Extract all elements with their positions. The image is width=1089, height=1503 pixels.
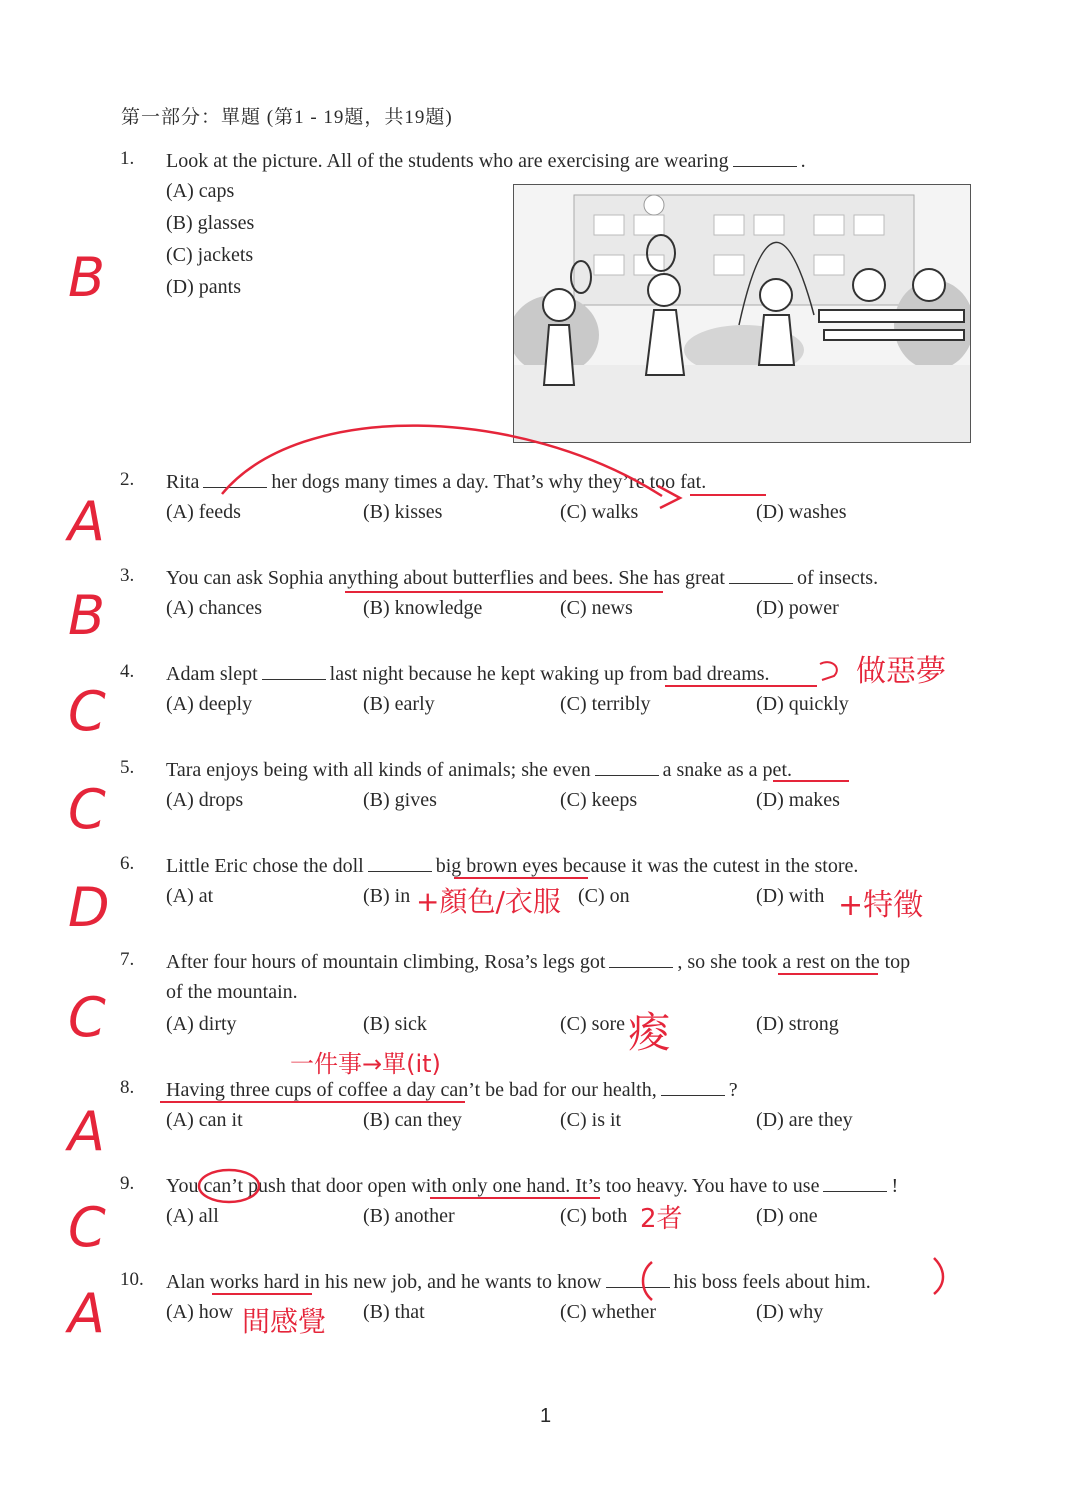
option-c[interactable]: (C) on bbox=[578, 885, 630, 907]
option-c[interactable]: (C) walks bbox=[560, 501, 639, 523]
marker-underline bbox=[773, 780, 849, 782]
question-stem: After four hours of mountain climbing, Rosa’s legs got , so she took a rest on the top bbox=[166, 951, 911, 973]
option-b[interactable]: (B) can they bbox=[363, 1109, 462, 1131]
question-stem: Look at the picture. All of the students who are exercising are wearing . bbox=[166, 150, 806, 172]
marker-underline bbox=[160, 1101, 465, 1103]
option-d[interactable]: (D) are they bbox=[756, 1109, 853, 1131]
handwritten-answer-3: B bbox=[68, 584, 106, 647]
option-c[interactable]: (C) both bbox=[560, 1205, 628, 1227]
handwritten-note-color-clothes: +顏色/衣服 bbox=[416, 885, 561, 918]
handwritten-answer-10: A bbox=[68, 1282, 105, 1345]
answer-blank bbox=[729, 565, 793, 584]
option-a[interactable]: (A) can it bbox=[166, 1109, 243, 1131]
option-d[interactable]: (D) pants bbox=[166, 276, 241, 298]
option-c[interactable]: (C) jackets bbox=[166, 244, 254, 266]
question-stem: You can ask Sophia anything about butterflies and bees. She has great of insects. bbox=[166, 567, 879, 589]
option-b[interactable]: (B) glasses bbox=[166, 212, 255, 234]
handwritten-note-nightmare: 做惡夢 bbox=[856, 654, 946, 689]
marker-underline bbox=[665, 685, 817, 687]
option-a[interactable]: (A) deeply bbox=[166, 693, 253, 715]
handwritten-note-how: 間感覺 bbox=[242, 1305, 327, 1338]
marker-underline bbox=[345, 591, 663, 593]
answer-blank bbox=[595, 757, 659, 776]
option-c[interactable]: (C) is it bbox=[560, 1109, 622, 1131]
option-b[interactable]: (B) sick bbox=[363, 1013, 427, 1035]
option-d[interactable]: (D) quickly bbox=[756, 693, 849, 715]
answer-blank bbox=[823, 1173, 887, 1192]
option-a[interactable]: (A) all bbox=[166, 1205, 219, 1227]
answer-blank bbox=[606, 1269, 670, 1288]
option-b[interactable]: (B) gives bbox=[363, 789, 437, 811]
handwritten-answer-8: A bbox=[68, 1100, 105, 1163]
handwritten-note-singular: 一件事→單(it) bbox=[290, 1050, 441, 1078]
question-number: 2. bbox=[120, 469, 135, 490]
question-stem: Little Eric chose the doll big brown eyes because it was the cutest in the store. bbox=[166, 855, 859, 877]
question-stem: Adam slept last night because he kept waking up from bad dreams. bbox=[166, 663, 770, 685]
marker-underline bbox=[690, 494, 766, 496]
question-number: 3. bbox=[120, 565, 135, 586]
option-c[interactable]: (C) news bbox=[560, 597, 633, 619]
answer-blank bbox=[262, 661, 326, 680]
question-number: 7. bbox=[120, 949, 135, 970]
option-d[interactable]: (D) strong bbox=[756, 1013, 839, 1035]
option-b[interactable]: (B) kisses bbox=[363, 501, 443, 523]
option-a[interactable]: (A) drops bbox=[166, 789, 244, 811]
handwritten-answer-5: C bbox=[68, 778, 106, 841]
handwritten-note-two: 2者 bbox=[640, 1204, 683, 1234]
handwritten-note-feature: +特徵 bbox=[838, 888, 924, 923]
school-yard-illustration bbox=[514, 185, 970, 442]
option-d[interactable]: (D) with bbox=[756, 885, 825, 907]
option-c[interactable]: (C) terribly bbox=[560, 693, 651, 715]
option-b[interactable]: (B) knowledge bbox=[363, 597, 483, 619]
option-c[interactable]: (C) keeps bbox=[560, 789, 638, 811]
handwritten-note-sore: 痠 bbox=[628, 1008, 671, 1057]
handwritten-answer-6: D bbox=[68, 876, 110, 939]
marker-underline bbox=[430, 1197, 600, 1199]
question-number: 10. bbox=[120, 1269, 144, 1290]
handwritten-answer-4: C bbox=[68, 680, 106, 743]
option-a[interactable]: (A) caps bbox=[166, 180, 235, 202]
marker-underline bbox=[454, 877, 588, 879]
question-stem: Tara enjoys being with all kinds of animals; she even a snake as a pet. bbox=[166, 759, 792, 781]
question-stem: Rita her dogs many times a day. That’s why they’re too fat. bbox=[166, 471, 707, 493]
option-a[interactable]: (A) chances bbox=[166, 597, 263, 619]
handwritten-answer-7: C bbox=[68, 986, 106, 1049]
exercise-picture bbox=[513, 184, 971, 443]
option-c[interactable]: (C) sore bbox=[560, 1013, 625, 1035]
option-b[interactable]: (B) that bbox=[363, 1301, 425, 1323]
option-b[interactable]: (B) in bbox=[363, 885, 411, 907]
option-a[interactable]: (A) dirty bbox=[166, 1013, 237, 1035]
question-stem: Having three cups of coffee a day can’t be bad for our health, ? bbox=[166, 1079, 738, 1101]
option-c[interactable]: (C) whether bbox=[560, 1301, 657, 1323]
page-number: 1 bbox=[540, 1405, 552, 1427]
question-number: 4. bbox=[120, 661, 135, 682]
option-d[interactable]: (D) power bbox=[756, 597, 839, 619]
handwritten-answer-1: B bbox=[68, 246, 106, 309]
answer-blank bbox=[733, 148, 797, 167]
answer-blank bbox=[203, 469, 267, 488]
marker-underline bbox=[778, 973, 878, 975]
option-d[interactable]: (D) makes bbox=[756, 789, 840, 811]
option-d[interactable]: (D) washes bbox=[756, 501, 847, 523]
question-stem-line2: of the mountain. bbox=[166, 981, 298, 1003]
option-b[interactable]: (B) early bbox=[363, 693, 435, 715]
option-a[interactable]: (A) how bbox=[166, 1301, 234, 1323]
question-stem: You can’t push that door open with only one hand. It’s too heavy. You have to use ! bbox=[166, 1175, 899, 1197]
option-d[interactable]: (D) why bbox=[756, 1301, 824, 1323]
section-title: 第一部分：單題 (第1 - 19題，共19題) bbox=[121, 107, 453, 128]
question-number: 9. bbox=[120, 1173, 135, 1194]
question-number: 5. bbox=[120, 757, 135, 778]
answer-blank bbox=[609, 949, 673, 968]
option-b[interactable]: (B) another bbox=[363, 1205, 455, 1227]
handwritten-answer-9: C bbox=[68, 1196, 106, 1259]
answer-blank bbox=[661, 1077, 725, 1096]
option-a[interactable]: (A) feeds bbox=[166, 501, 241, 523]
question-stem: Alan works hard in his new job, and he wants to know his boss feels about him. bbox=[166, 1271, 871, 1293]
question-number: 6. bbox=[120, 853, 135, 874]
option-a[interactable]: (A) at bbox=[166, 885, 214, 907]
option-d[interactable]: (D) one bbox=[756, 1205, 818, 1227]
question-number: 1. bbox=[120, 148, 135, 169]
handwritten-answer-2: A bbox=[68, 490, 105, 553]
answer-blank bbox=[368, 853, 432, 872]
question-number: 8. bbox=[120, 1077, 135, 1098]
marker-underline bbox=[212, 1293, 312, 1295]
